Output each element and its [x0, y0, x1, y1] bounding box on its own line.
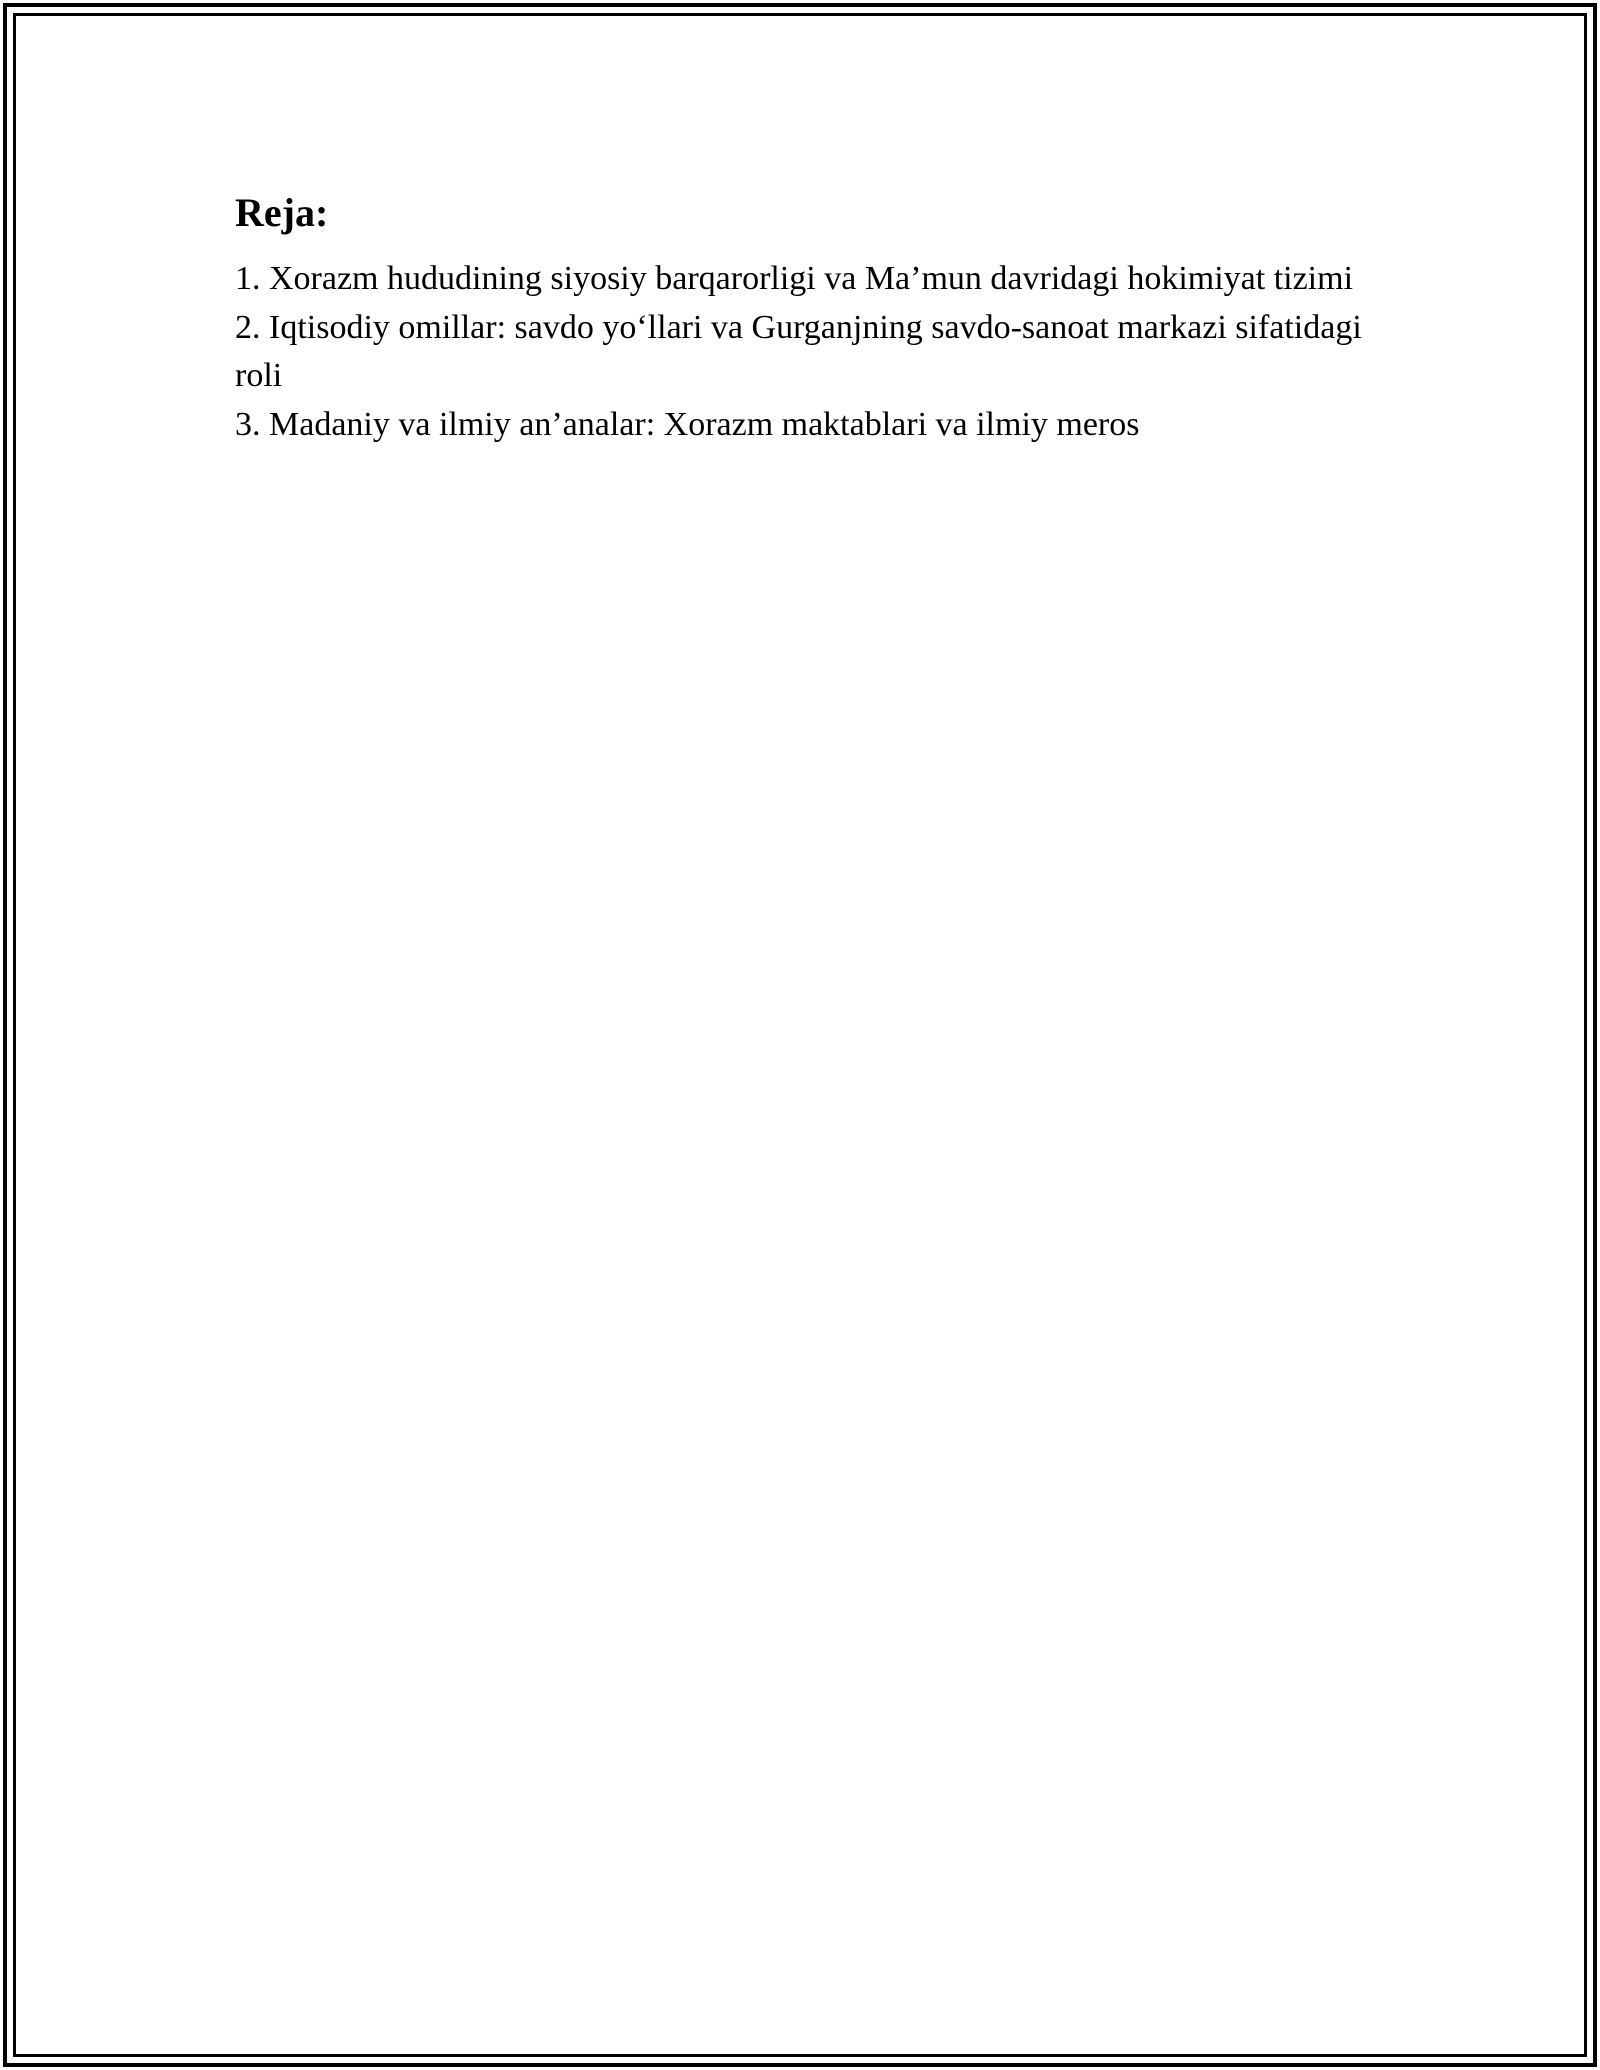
- plan-heading: Reja:: [235, 190, 329, 235]
- plan-item-3: 3. Madaniy va ilmiy an’analar: Xorazm maktablari va ilmiy meros: [235, 405, 1140, 443]
- plan-item-1: 1. Xorazm hududining siyosiy barqarorligi va Ma’mun davridagi hokimiyat tizimi: [235, 260, 1354, 297]
- plan-list: [235, 255, 1375, 449]
- document-body: [235, 185, 1375, 449]
- plan-item-2: 2. Iqtisodiy omillar: savdo yo‘llari va Gurganjning savdo-sanoat markazi sifatidagi roli: [235, 308, 1362, 394]
